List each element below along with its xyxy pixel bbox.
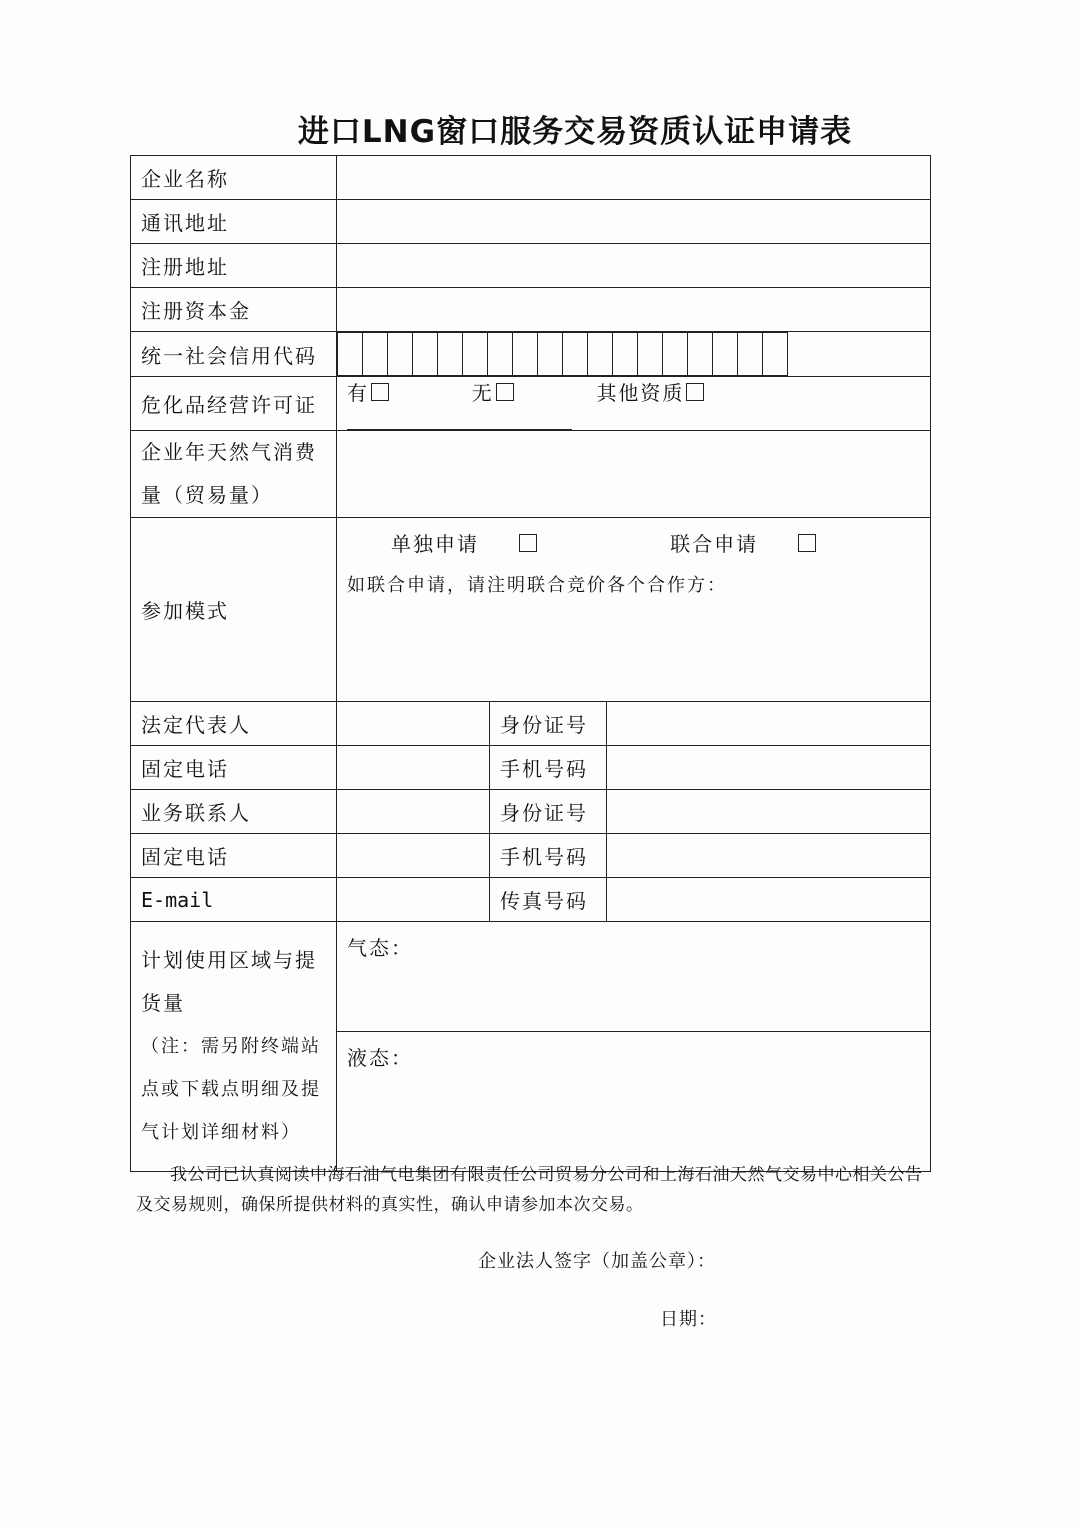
usage-area-label-line-2: 货量 [141, 991, 185, 1015]
hazmat-other-input[interactable] [347, 411, 572, 430]
date-label: 日期： [660, 1309, 717, 1330]
mailing-address-label: 通讯地址 [131, 200, 337, 244]
liquid-state-field[interactable] [337, 1032, 931, 1172]
business-contact-id-label: 身份证号 [490, 790, 607, 834]
legal-rep-landline-field[interactable] [337, 746, 490, 790]
registered-address-field[interactable] [337, 244, 931, 288]
business-contact-field[interactable] [337, 790, 490, 834]
hazmat-other-label: 其他资质 [596, 381, 685, 405]
hazmat-yes-label: 有 [347, 381, 369, 405]
legal-rep-label: 法定代表人 [131, 702, 337, 746]
legal-rep-mobile-label: 手机号码 [490, 746, 607, 790]
participation-mode-field [337, 518, 931, 702]
usage-note-line-1: （注：需另附终端站 [141, 1036, 321, 1057]
contact-landline-field[interactable] [337, 834, 490, 878]
usage-note-line-3: 气计划详细材料） [141, 1122, 301, 1143]
company-name-field[interactable] [337, 156, 931, 200]
declaration-text: 我公司已认真阅读中海石油气电集团有限责任公司贸易分公司和上海石油天然气交易中心相关公告及交易规则，确保所提供材料的真实性，确认申请参加本次交易。 [136, 1165, 923, 1215]
hazmat-license-label: 危化品经营许可证 [131, 377, 337, 431]
hazmat-other-checkbox[interactable] [686, 383, 704, 401]
contact-mobile-field[interactable] [607, 834, 931, 878]
gas-state-field[interactable] [337, 922, 931, 1032]
legal-rep-landline-label: 固定电话 [131, 746, 337, 790]
hazmat-no-label: 无 [471, 381, 494, 405]
contact-landline-label: 固定电话 [131, 834, 337, 878]
page-title: 进口LNG窗口服务交易资质认证申请表 [297, 114, 853, 150]
annual-consumption-label-line-2: 量（贸易量） [141, 483, 273, 507]
signature-label: 企业法人签字（加盖公章）： [478, 1251, 716, 1272]
annual-consumption-field[interactable] [337, 431, 931, 518]
mailing-address-field[interactable] [337, 200, 931, 244]
legal-rep-id-label: 身份证号 [490, 702, 607, 746]
single-application-label: 单独申请 [391, 532, 479, 556]
contact-mobile-label: 手机号码 [490, 834, 607, 878]
registered-capital-label: 注册资本金 [131, 288, 337, 332]
email-field[interactable] [337, 878, 490, 922]
participation-mode-label: 参加模式 [131, 518, 337, 702]
business-contact-label: 业务联系人 [131, 790, 337, 834]
fax-label: 传真号码 [490, 878, 607, 922]
credit-code-boxes[interactable] [337, 332, 788, 376]
company-name-label: 企业名称 [131, 156, 337, 200]
credit-code-label: 统一社会信用代码 [131, 332, 337, 377]
hazmat-no-checkbox[interactable] [496, 383, 514, 401]
hazmat-yes-checkbox[interactable] [371, 383, 389, 401]
hazmat-license-field [337, 377, 931, 431]
credit-code-field[interactable] [337, 332, 931, 377]
email-label: E-mail [131, 878, 337, 922]
joint-application-label: 联合申请 [670, 532, 759, 556]
registered-address-label: 注册地址 [131, 244, 337, 288]
usage-area-label [131, 922, 337, 1172]
gas-state-label: 气态： [347, 936, 413, 960]
usage-area-label-line-1: 计划使用区域与提 [141, 948, 317, 972]
annual-consumption-label-line-1: 企业年天然气消费 [141, 440, 317, 464]
application-form-table [130, 155, 931, 1172]
registered-capital-field[interactable] [337, 288, 931, 332]
fax-field[interactable] [607, 878, 931, 922]
legal-rep-field[interactable] [337, 702, 490, 746]
business-contact-id-field[interactable] [607, 790, 931, 834]
joint-application-note: 如联合申请，请注明联合竞价各个合作方： [347, 575, 727, 596]
joint-application-checkbox[interactable] [798, 534, 816, 552]
single-application-checkbox[interactable] [519, 534, 537, 552]
legal-rep-id-field[interactable] [607, 702, 931, 746]
annual-consumption-label [131, 431, 337, 518]
liquid-state-label: 液态： [347, 1046, 413, 1070]
legal-rep-mobile-field[interactable] [607, 746, 931, 790]
usage-note-line-2: 点或下载点明细及提 [141, 1079, 321, 1100]
